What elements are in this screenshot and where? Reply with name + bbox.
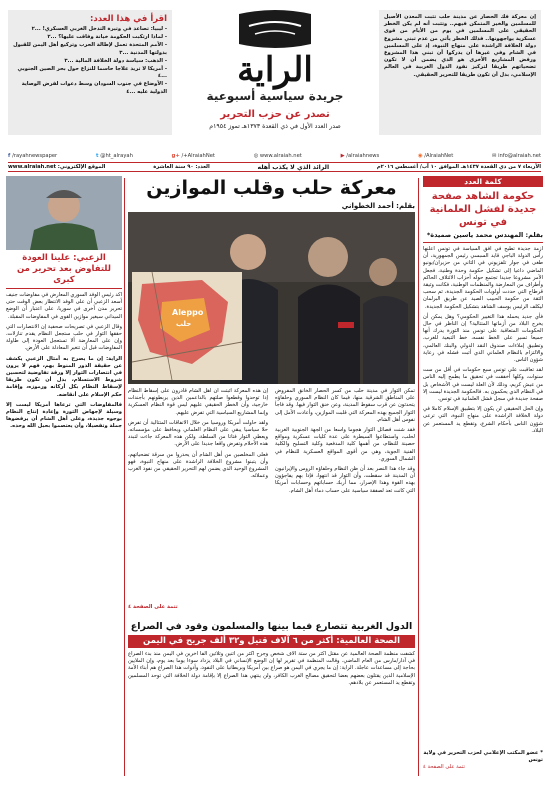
contents-item[interactable]: - الأمم المتحدة تعمل لإطالة الحرب وتركيع أهل اليمن للقبول بدولتها المدنية ...٣ — [13, 42, 167, 56]
editorial-section-label: كلمة العدد — [423, 176, 543, 187]
issue-date: الأربعاء ٧ من ذي القعدة ١٤٣٧هـ الموافق ١٠ آب/ أغسطس ٢٠١٦م — [376, 164, 541, 170]
lead-paragraph: وقد جاء هذا النصر بعد أن ظن النظام وحلفاؤه الروس والإيرانيون أن المدينة قد سقطت، وأن الثوار قد انتهوا، فإذا بهم يفاجؤون بهذه القوة وهذا الإصرار، مما أربك حساباتهم وحسابات أمريكا التي كانت تعد لصفقة سياسية على حساب دماء أهل الشام. — [275, 466, 415, 494]
rss-link[interactable]: ◉ /AlraiahNet — [418, 152, 454, 159]
logo-tagline: جريدة سياسية أسبوعية — [206, 89, 344, 103]
globe-icon: ◎ — [253, 152, 260, 159]
date-bar — [8, 162, 541, 172]
editorial-continued[interactable]: تتمة على الصفحة ٤ — [423, 764, 465, 771]
archive-link[interactable]: ▶ /alraiahnews — [340, 152, 380, 159]
issued-by: تصدر عن حزب التحرير — [220, 109, 330, 120]
first-issue-line: صدر العدد الأول في ذي القعدة ١٣٧٣هـ تموز ١٩٥٤م — [209, 123, 341, 130]
issue-number: العدد: ٩٠ سنة العاشرة — [153, 164, 210, 170]
column-divider — [124, 178, 125, 776]
lead-body-left — [128, 388, 268, 602]
twitter-link[interactable]: t @ht_alrayah — [95, 152, 133, 159]
lead-story — [128, 176, 415, 616]
map-label-english: Aleppo — [172, 308, 204, 317]
bottom-subtitle: الصحة العالمية: أكثر من ٦ آلاف قتيل و٣٢ ألف جريح في اليمن — [128, 635, 415, 648]
opinion-paragraph: فالمفاوضات التي ترعاها أمريكا ليست إلا وسيلة لإجهاض الثورة وإعادة إنتاج النظام بوجوه جديدة، وعلى أهل الشام أن يرفضوها جملة وتفصيلا، وأن يعتصموا بحبل الله وحده. — [6, 401, 122, 430]
contents-title: اقرأ في هذا العدد: — [89, 14, 167, 24]
masthead-right-teaser — [379, 10, 541, 135]
editorial-paragraph: فأي جديد يحمله هذا التغيير الحكومي؟ وهل يمكن أن يخرج البلاد من أزماتها المتتالية؟ إن الناظر في حال الحكومات المتعاقبة على تونس منذ الثورة يدرك أنها جميعا تسير على الخط نفسه، خط التبعية للغرب، وتطبيق إملاءات صندوق النقد الدولي والبنك العالمي، والالتزام بالنظام العلماني الذي أثبت فشله في رعاية شؤون الناس. — [423, 313, 543, 364]
map-label-arabic: حلب — [176, 320, 192, 328]
lead-title: معركة حلب وقلب الموازين — [146, 177, 397, 199]
lead-author: بقلم: أحمد الخطواني — [341, 202, 415, 210]
editorial-paragraph: أزمة جديدة تطيح في أفق السياسة في تونس أعلنها رأس الدولة الباجي قايد السبسي رئيس الجمهورية، أن طغى في جوار تلفزيوني في الثاني من حزيران/يونيو الماضي داعيا إلى تشكيل حكومة وحدة وطنية، فجعل الأمر مشروعا جديدا تجتمع حوله أحزاب الائتلاف الحاكم وأطراف من المعارضة والمنظمات الوطنية، فكانت وثيقة قرطاج التي حددت أولويات الحكومة الجديدة، ثم سحب الثقة من حكومة الحبيب الصيد عن طريق البرلمان ليكلف الرئيس يوسف الشاهد بتشكيل الحكومة الجديدة. — [423, 246, 543, 310]
lead-photo — [128, 212, 415, 384]
googleplus-icon: g+ — [171, 152, 182, 159]
contents-item[interactable]: - ليبيا: تصاعد في وتيرة التدخل الغربي العسكري! ...٢ — [31, 26, 167, 32]
editorial-paragraph: وإن الحل الحقيقي لن يكون إلا بتطبيق الإسلام كاملا في دولة الخلافة الراشدة على منهاج النبوة، التي ترعى شؤون الناس بأحكام الشرع، وتقطع يد المستعمر عن البلاد. — [423, 406, 543, 434]
contents-box — [8, 10, 172, 135]
bottom-body: كشفت منظمة الصحة العالمية عن مقتل أكثر من ستة آلاف شخص وجرح أكثر من اثنين وثلاثين ألفا آخرين في اليمن منذ بدء الصراع في آذار/مارس من العام الماضي. وقالت المنظمة في تقرير لها إن الوضع الإنساني في البلاد يزداد سوءا يوما بعد يوم، وإن الملايين بحاجة إلى مساعدات عاجلة. الراية: إن ما يجري في اليمن هو صراع بين أمريكا وبريطانيا على النفوذ، وأدوات هذا الصراع هم أبناء الأمة الإسلامية الذين يقتلون بعضهم بعضا لتحقيق مصالح الغرب الكافر، ولن ينتهي هذا الصراع إلا بإقامة دولة الخلافة التي توحد المسلمين وتقطع يد المستعمر عن بلادهم. — [128, 651, 415, 686]
facebook-icon: f — [8, 152, 13, 159]
opinion-paragraph: أكد رئيس الوفد السوري المعارض في مفاوضات جنيف أسعد الزعبي أن على الوفد الانتظار بعض الوقت حتى تحرير مدن أخرى في سوريا، على اعتبار أن الوضع الميداني سيغير موازين القوى في المفاوضات المقبلة. — [6, 292, 122, 320]
logo-flag-icon — [235, 8, 315, 50]
masthead — [0, 0, 549, 150]
lead-paragraph: ولقد حاولت أمريكا وروسيا من خلال الاتفاقات المتتالية أن تفرض حلا سياسيا يبقي على النظام العلماني ويحافظ على مؤسساته، ويعطي الثوار فتاتا من السلطة، ولكن هذه المعركة جاءت لتبدد هذه الأحلام وتفرض واقعا جديدا على الأرض. — [128, 419, 268, 448]
bottom-story — [128, 620, 415, 778]
contents-item[interactable]: - الذهب: سياسة دولة الخلافة المالية ...٣ — [64, 57, 167, 64]
lead-paragraph: فقد شنت فصائل الثوار هجوما واسعا من الجهة الجنوبية الغربية لحلب، واستطاعوا السيطرة على عدة كليات عسكرية ومواقع حصينة للنظام، من أهمها كلية المدفعية وكلية التسليح والكلية الفنية الجوية، وهي من أقوى المواقع العسكرية للنظام في الشمال السوري. — [275, 427, 415, 462]
email-icon: ✉ — [492, 152, 499, 159]
lead-paragraph: تمكن الثوار في مدينة حلب من كسر الحصار الخانق المفروض على المناطق الشرقية منها، فيما كان النظام السوري وحلفاؤه يتحدثون عن قرب سقوط المدينة، وعن خنق الثوار فيها. وقد فاجأ الثوار الجميع بهذه المعركة التي قلبت الموازين، وأعادت الأمل إلى نفوس أهل الشام. — [275, 388, 415, 423]
contents-item[interactable]: - لماذا ارتكبت الحكومة خيانة وفاقت عليها؟ ...٢ — [47, 34, 167, 41]
editorial-paragraph: لقد تعاقبت على تونس سبع حكومات في أقل من ست سنوات، وكلها أخفقت في تحقيق ما يطمح إليه الناس من عيش كريم، وذلك لأن العلة ليست في الأشخاص بل في النظام الذي يحكمون به. فالحكومة الجديدة ليست إلا صفحة جديدة في سجل فشل العلمانية في تونس. — [423, 367, 543, 403]
lead-paragraph: فعلى المخلصين من أهل الشام أن يحذروا من سرقة تضحياتهم، وأن يتبنوا مشروع الخلافة الراشدة على منهاج النبوة، فهو المشروع الوحيد الذي يضمن لهم التحرير الحقيقي من نفوذ الغرب وعملائه. — [128, 451, 268, 480]
opinion-column — [6, 176, 122, 776]
slogan: الرائد الذي لا يكذب أهله — [257, 163, 330, 171]
column-divider — [418, 178, 419, 776]
editorial-column — [423, 176, 543, 776]
editorial-author: بقلم: المهندس محمد ياسين صميدة* — [423, 231, 543, 243]
opinion-paragraph: وقال الزعبي في تصريحات صحفية إن الانتصارات التي حققها الثوار في حلب ستجعل النظام يقدم تنازلات، وإن على المعارضة ألا تستعجل العودة إلى طاولة المفاوضات قبل أن تتغير المعادلة على الأرض. — [6, 323, 122, 352]
teaser-text: إن معركة فك الحصار عن مدينة حلب تثبت المعدن الأصيل للمسلمين والخير المتمكن فيهم.. وتثبت أنه لم يكن الخطر الحقيقي على المسلمين في يوم من الأيام من قوى عسكرية يواجهونها.. فذلك الخطر يأتي من عدم تبني مشروع دولة الخلافة الراشدة على منهاج النبوة، إذ على المسلمين في الشام وفي غيرها أن يدركوا أن تبني هذا المشروع ورفض المشاريع الأخرى هو الذي يضمن أن لا تكون تضحياتهم طريقا لتركيز نفوذ الدول الغربية في العالم الإسلامي، بدل أن تكون طريقا للتحرير الحقيقي. — [384, 14, 536, 78]
bottom-title: الدول الغربية تتصارع فيما بينها والمسلمون وقود في الصراع — [130, 621, 413, 632]
contents-item[interactable]: - أمريكا لا تريد علاجا حاسما للنزاع حول بحر الصين الجنوبي ...٤ — [17, 66, 167, 80]
website-label: الموقع الإلكتروني: www.alraiah.net — [8, 164, 106, 170]
portrait-figure — [6, 176, 122, 250]
opinion-photo — [6, 176, 122, 250]
email-link[interactable]: ✉ info@alraiah.net — [492, 152, 541, 159]
editorial-body — [423, 246, 543, 746]
website-link[interactable]: ◎ www.alraiah.net — [253, 152, 302, 159]
contents-item[interactable]: - الأوضاع في جنوب السودان وسط دعوات لفرض الوصاية الدولية عليه ...٤ — [21, 81, 167, 95]
rss-icon: ◉ — [418, 152, 425, 159]
editorial-footnote: * عضو المكتب الإعلامي لحزب التحرير في ولاية تونس — [423, 750, 543, 764]
editorial-title: حكومة الشاهد صفحة جديدة لفشل العلمانية في تونس — [429, 191, 537, 228]
lead-body-right — [275, 388, 415, 612]
lead-continued[interactable]: تتمة على الصفحة ٤ — [128, 604, 178, 610]
twitter-icon: t — [95, 152, 101, 159]
lead-paragraph: إن هذه المعركة أثبتت أن أهل الشام قادرون على إسقاط النظام إذا توحدوا وقطعوا صلتهم بالداعمين الذين يربطونهم بأجندات خارجية، وأن الخطر الحقيقي عليهم ليس قوة النظام العسكرية وإنما المشاريع السياسية التي تفرض عليهم. — [128, 388, 268, 416]
opinion-body — [6, 292, 122, 797]
logo-wordmark: الراية — [237, 50, 313, 90]
opinion-paragraph: الراية: إن ما يصرح به أمثال الزعبي يكشف عن حقيقة الدور المنوط بهم، فهم لا يرون في انتصارات الثوار إلا ورقة تفاوضية لتحسين شروط الاستسلام، بدل أن تكون طريقا لإسقاط النظام بكل أركانه ورموزه، وإقامة حكم الإسلام على أنقاضه. — [6, 355, 122, 398]
logo-block — [178, 4, 372, 146]
opinion-title: الزعبي: علينا العودة للتفاوض بعد تحرير من كبرى — [6, 253, 122, 289]
youtube-icon: ▶ — [340, 152, 347, 159]
facebook-link[interactable]: f /rayahnewspaper — [8, 152, 58, 159]
contact-bar — [8, 150, 541, 161]
googleplus-link[interactable]: g+ /+AlraiahNet — [171, 152, 215, 159]
aleppo-map — [132, 272, 242, 380]
